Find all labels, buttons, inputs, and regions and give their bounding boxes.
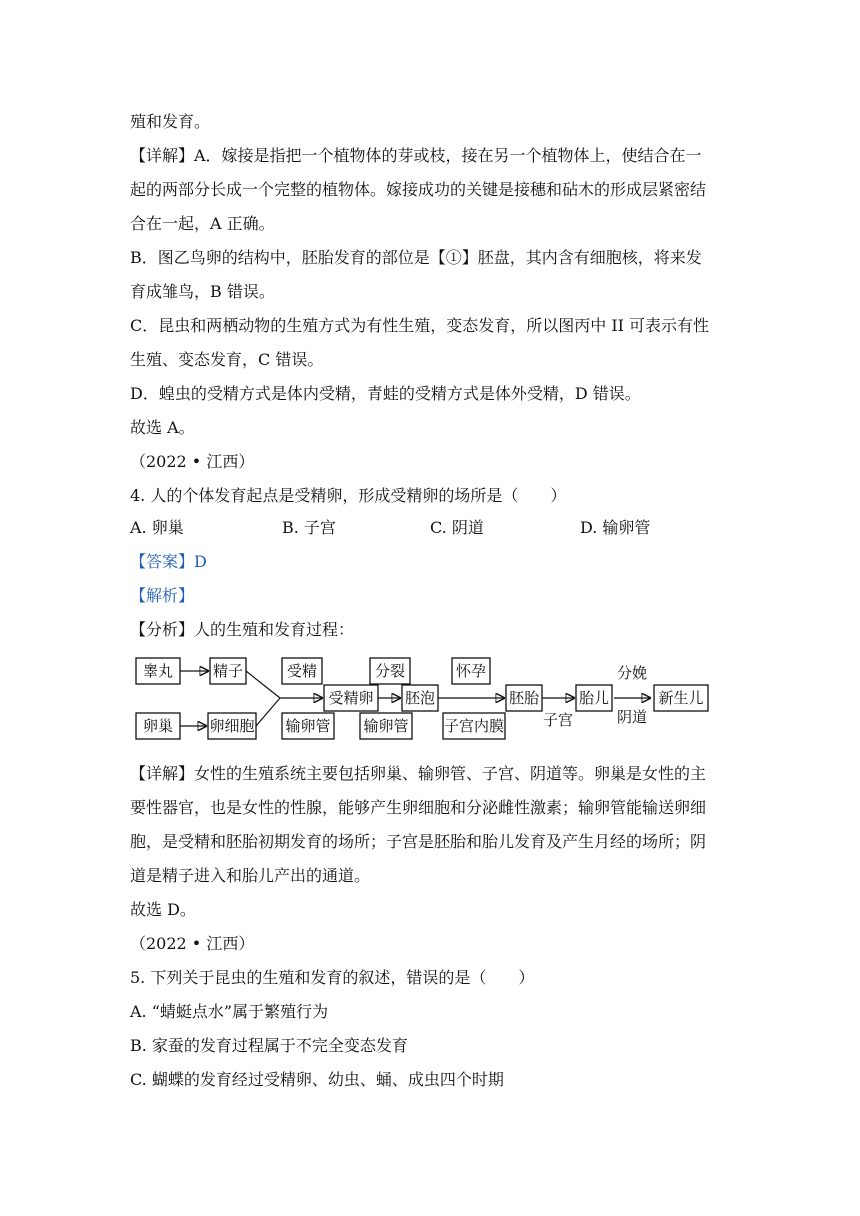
embryo-label: 胚胎 (508, 689, 540, 707)
option-b: B. 子宫 (282, 518, 336, 537)
merge-line (256, 698, 280, 726)
ovary-label: 卵巢 (142, 717, 174, 735)
text-line: 故选 A。 (130, 418, 195, 437)
pregnancy-label: 怀孕 (455, 662, 487, 680)
fertilization-label: 受精 (286, 662, 318, 680)
text-line: 【分析】人的生殖和发育过程： (130, 620, 355, 639)
source-tag: （2022 • 江西） (130, 934, 255, 953)
testis-label: 睾丸 (142, 662, 174, 680)
oviduct-label: 输卵管 (285, 717, 331, 735)
newborn-label: 新生儿 (658, 689, 704, 707)
text-line: 生殖、变态发育，C 错误。 (130, 350, 324, 369)
text-line: 【详解】女性的生殖系统主要包括卵巢、输卵管、子宫、阴道等。卵巢是女性的主 (130, 764, 707, 783)
vagina-label: 阴道 (616, 708, 648, 726)
blastocyst-label: 胚泡 (404, 689, 436, 707)
text-line: 故选 D。 (130, 900, 196, 919)
answer-label: 【答案】D (130, 552, 207, 571)
source-tag: （2022 • 江西） (130, 452, 255, 471)
uterus-label: 子宫 (542, 711, 574, 729)
text-line: 殖和发育。 (130, 112, 211, 131)
text-line: C．昆虫和两栖动物的生殖方式为有性生殖，变态发育，所以图丙中 II 可表示有性 (130, 316, 710, 335)
reproduction-flow-diagram (130, 648, 720, 748)
fetus-label: 胎儿 (578, 689, 610, 707)
text-line: 要性器官，也是女性的性腺，能够产生卵细胞和分泌雌性激素；输卵管能输送卵细 (130, 798, 707, 817)
text-line: 道是精子进入和胎儿产出的通道。 (130, 866, 371, 885)
option-b: B. 家蚕的发育过程属于不完全变态发育 (130, 1036, 408, 1055)
endometrium-label: 子宫内膜 (443, 717, 505, 735)
option-c: C. 阴道 (430, 518, 484, 537)
question-4: 4. 人的个体发育起点是受精卵，形成受精卵的场所是（ ） (130, 486, 567, 505)
option-c: C. 蝴蝶的发育经过受精卵、幼虫、蛹、成虫四个时期 (130, 1070, 504, 1089)
text-line: D．蝗虫的受精方式是体内受精，青蛙的受精方式是体外受精，D 错误。 (130, 384, 641, 403)
egg-label: 卵细胞 (209, 717, 255, 735)
merge-line (246, 671, 280, 698)
oviduct-label: 输卵管 (363, 717, 409, 735)
text-line: B．图乙鸟卵的结构中，胚胎发育的部位是【①】胚盘，其内含有细胞核，将来发 (130, 248, 702, 267)
analysis-label: 【解析】 (130, 586, 195, 605)
question-5: 5. 下列关于昆虫的生殖和发育的叙述，错误的是（ ） (130, 968, 535, 987)
text-line: 育成雏鸟，B 错误。 (130, 282, 275, 301)
option-a: A. “蜻蜓点水”属于繁殖行为 (130, 1002, 329, 1021)
text-line: 胞，是受精和胚胎初期发育的场所；子宫是胚胎和胎儿发育及产生月经的场所；阴 (130, 832, 707, 851)
text-line: 合在一起，A 正确。 (130, 214, 275, 233)
delivery-label: 分娩 (616, 664, 648, 682)
option-d: D. 输卵管 (580, 518, 651, 537)
text-line: 起的两部分长成一个完整的植物体。嫁接成功的关键是接穗和砧木的形成层紧密结 (130, 180, 707, 199)
text-line: 【详解】A．嫁接是指把一个植物体的芽或枝，接在另一个植物体上，使结合在一 (130, 146, 702, 165)
zygote-label: 受精卵 (328, 689, 374, 707)
option-a: A. 卵巢 (130, 518, 184, 537)
division-label: 分裂 (374, 662, 406, 680)
sperm-label: 精子 (212, 662, 244, 680)
